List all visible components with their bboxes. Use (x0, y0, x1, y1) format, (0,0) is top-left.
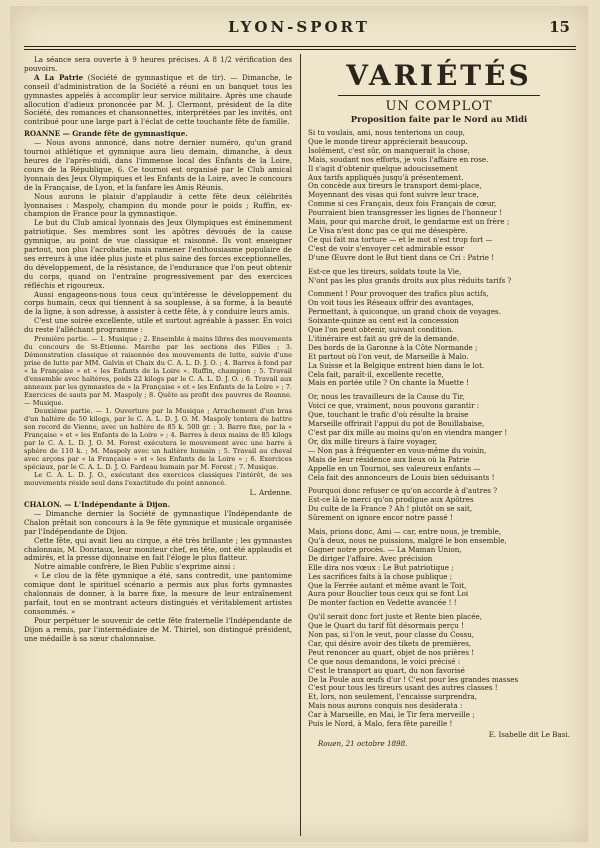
poem-line: Des bords de la Garonne à la Côte Normande ; (308, 342, 478, 352)
poem-title: UN COMPLOT (385, 99, 493, 114)
program-part-3: Le C. A. L. D. J. O., exécutant des exercices classiques l'intérêt, de ses mouvements réside seul dans l'exactitude du point annoncé. (24, 471, 292, 488)
poem-line: De la Poule aux œufs d'or ! C'est pour les grandes masses (308, 674, 519, 684)
poem-line: Soixante-quinze au cent est la concession (308, 316, 459, 326)
poem-line: C'est de voir s'envoyer cet admirable essor (308, 243, 465, 253)
poem-line: Qu'à deux, nous ne puissions, malgré le bon ensemble, (308, 535, 507, 545)
patrie-heading: A La Patrie (34, 72, 84, 82)
roanne-paragraph: C'est une soirée excellente, utile et surtout agréable à passer. En voici du reste l'alléchant programme : (24, 316, 292, 335)
poem-line: Il s'agit d'obtenir quelque adoucissement (308, 163, 458, 173)
poem-line: Mais, pour qui marche droit, le gendarme est un frère ; (308, 217, 510, 227)
patrie-paragraph (24, 74, 292, 127)
poem-line: Non pas, si l'on le veut, pour classe du Cossu, (308, 630, 475, 640)
roanne-heading: ROANNE — Grande fête de gymnastique. (24, 129, 188, 139)
right-column (308, 56, 570, 838)
program-signature: L. Ardenne. (249, 488, 292, 498)
poem-line: De diriger l'affaire. Avec précision (308, 553, 433, 563)
poem-line: Car à Marseille, en Mai, le Tir fera merveille ; (308, 710, 475, 720)
poem-line: Voici ce que, vraiment, nous pouvons garantir : (308, 401, 480, 411)
poem-line: N'ont pas les plus grands droits aux plus réduits tarifs ? (308, 275, 512, 285)
poem-line: Qu'il serait donc fort juste et Rente bien placée, (308, 612, 483, 622)
chalon-paragraph: Pour perpétuer le souvenir de cette fête fraternelle l'Indépendante de Dijon a remis, par l'intermédiaire de M. Thiriel, son distingué président, une médaille à sa sœur chalonnaise. (24, 615, 292, 643)
poem-line: Si tu voulais, ami, nous tenterions un coup, (308, 128, 465, 137)
poem-dateline: Rouen, 21 octobre 1898. (318, 738, 408, 748)
poem-line: Elle dira nos vœux : Le But patriotique ; (308, 562, 454, 572)
poem-line: Et partout où l'on veut, de Marseille à Malo. (308, 351, 469, 361)
poem-line: Moyennant des visas qui font suivre leur trace, (308, 190, 479, 200)
poem-line: C'est par dix mille au moins qu'on en viendra manger ! (308, 428, 508, 437)
poem-line: Marseille offrirait l'appui du pot de Bouillabaise, (308, 419, 485, 429)
poem-line: Que le monde tireur apprécierait beaucoup. (308, 136, 468, 146)
poem-line: L'itinéraire est fait au gré de la demande. (308, 333, 460, 343)
poem-line: Cela fait, paraît-il, excellente recette, (308, 369, 444, 379)
poem-line: Pourquoi donc refuser ce qu'on accorde à d'autres ? (308, 486, 498, 496)
poem-line: Mais de leur résidence aux lieux où la Patrie (308, 454, 470, 464)
intro-text: La séance sera ouverte à 9 heures précises. A 8 1/2 vérification des pouvoirs. (24, 56, 292, 73)
program-part-2: Deuxième partie. — 1. Ouverture par la Musique ; Arrachement d'un bras d'un haltère de 50 kilogs, par le C. A. L. D. J. O. M. Maspoly tentera de battre son record de Vienne, avec un haltère de 85 k. 500 gr. ; 3. Barre fixe, par la « Française » et « les Enfants de la Loire » ; 4. Barres à deux mains de 85 kilogs par le C. A. L. D. J. O. M. Forest exécutera le mouvement avec une barre à sphère de 110 k. ; M. Maspoly avec un haltère humain ; 5. Travail au cheval avec arçons par « la Française » et « les Enfants de la Loire » ; 6. Exercices spéciaux, par le C. A. L. D. J. O. Fardeau humain par M. Forest ; 7. Musique. (24, 407, 292, 472)
poem-line: Mais nous aurons conquis nos desiderata : (308, 701, 463, 711)
poem-line: Cela fait des annonceurs de Louis bien séduisants ! (308, 472, 495, 482)
poem-subtitle: Proposition faite par le Nord au Midi (350, 115, 528, 125)
poem-line: Ce que nous demandons, le voici précisé : (308, 656, 461, 666)
poem-line: C'est pour tous les tireurs usant des autres classes ! (308, 683, 498, 693)
poem-line: C'est le transport au quart, du non favorisé (308, 665, 465, 675)
poem-signature: E. Isabelle dit Le Basi. (488, 730, 570, 739)
poem-stanza (308, 613, 570, 729)
poem-line: Mais en portée utile ? On chante la Muette ! (308, 378, 469, 388)
column-divider (300, 54, 301, 836)
poem-line: — Non pas à fréquenter en vous-même du voisin, (308, 445, 487, 455)
roanne-paragraph: Nous aurons le plaisir d'applaudir à cette fête deux célébrités lyonnaises : Maspoly, champion du monde pour le poids ; Ruffin, ex-champion de France pour la gymnastique. (24, 191, 292, 219)
roanne-paragraph: — Nous avons annoncé, dans notre dernier numéro, qu'un grand tournoi athlétique et gymnique aura lieu demain, dimanche, à deux heures de l'après-midi, dans l'immense local des Enfants de la Loire, cours de la République, 6. Ce tournoi est organisé par le Club amical lyonnais des Jeux Olympiques et les Enfants de la Loire, avec le concours de la Française, de Lyon, et la fanfare les Amis Réunis. (24, 138, 292, 192)
poem-line: Le Visa n'est donc pas ce qui me désespère. (308, 225, 468, 235)
poem-line: Mais, prions donc, Ami — car, entre nous, je tremble, (308, 527, 502, 537)
program-part-1: Première partie. — 1. Musique ; 2. Ensemble à mains libres des mouvements du concours de St-Étienne. Marche par les sections des Filles ; 3. Démonstration classique et raisonnée des mouvements de lutte, suivie d'une prise de lutte par MM. Galvin et Chaix du C. A. L. D. J. O. ; 4. Barres à fond par « la Française » et « les Enfants de la Loire ». Ruffin, champion ; 5. Travail d'ensemble avec haltères, poids 22 kilogs par le C. A. L. D. J. O. ; 6. Travail aux anneaux par les gymnastes de « la Française » et « les Enfants de la Loire » ; 7. Exercices de sauts par M. Maspoly ; 8. Quête au profit des pauvres de Roanne. — Musique. (24, 335, 292, 408)
roanne-paragraph: Aussi engageons-nous tous ceux qu'intéresse le développement du corps humain, ceux qui tiennent à sa souplesse, à sa forme, à la beauté de la ligne, à son adresse, à assister à cette fête, à y conduire leurs amis. (24, 289, 292, 317)
poem-stanza (308, 393, 570, 482)
poem-line: Est-ce que les tireurs, soldats toute la Vie, (308, 266, 462, 276)
poem-stanza (308, 528, 570, 608)
poem-line: Aura pour Bouclier tous ceux qui se font Loi (308, 589, 469, 599)
left-column (24, 56, 292, 838)
poem-line: La Suisse et la Belgique entrent bien dans le lot. (308, 360, 485, 370)
poem-line: Or, nous les travailleurs de la Cause du Tir, (308, 392, 465, 402)
poem-line: Comment ! Pour provoquer des trafics plus actifs, (308, 289, 489, 299)
poem-line: D'une Œuvre dont le But tient dans ce Cri : Patrie ! (308, 252, 495, 262)
poem-stanza (308, 268, 570, 286)
poem-line: Isolément, c'est sûr, on manquerait la chose, (308, 145, 470, 155)
poem-line: Gagner notre procès. — La Maman Union, (308, 544, 462, 554)
poem-line: On voit tous les Réseaux offrir des avantages, (308, 298, 474, 308)
poem-line: Puis le Nord, à Malo, fera fête pareille ! (308, 719, 453, 729)
patrie-text: (Société de gymnastique et de tir). — Dimanche, le conseil d'administration de la Société a réuni en un banquet tous les gymnastes appelés à accomplir leur service militaire. Après une chaude allocution d'adieux prononcée par M. J. Clermont, président de la dite Société, des romances et chansonnettes, interprétées par les invités, ont contribué pour une large part à l'éclat de cette touchante fête de famille. (24, 72, 292, 127)
poem-line: Peut renoncer au quart, objet de nos prières ! (308, 647, 475, 657)
poem-line: Permettant, à quiconque, un grand choix de voyages. (308, 307, 501, 317)
poem-line: Sûrement on ignore encor notre passé ! (308, 513, 453, 523)
poem-line: Appelle en un Tournoi, ses valeureux enfants — (308, 463, 481, 473)
chalon-heading: CHALON. — L'Indépendante à Dijon. (24, 500, 171, 509)
roanne-paragraph: Le but du Club amical lyonnais des Jeux Olympiques est éminemment patriotique. Ses membres sont les apôtres dévoués de la cause gymnique, au point de vue classique et raisonné. Ils vont enseigner partout, non plus l'acrobatie, mais ramener l'enthousiasme populaire de ses erreurs à une idée plus juste et plus saine des forces exceptionnelles, du développement, de la résistance, de l'endurance que l'on peut obtenir du corps, quand on l'entraîne progressivement par des exercices réfléchis et rigoureux. (24, 218, 292, 290)
poem-line: Du culte de la France ? Ah ! plutôt on se sait, (308, 504, 473, 514)
chalon-paragraph: — Dimanche dernier la Société de gymnastique l'Indépendante de Chalon prêtait son concours à la 9e fête gymnique et musicale organisée par l'Indépendante de Dijon. (24, 508, 292, 536)
poem-line: Comme si ces Français, deux fois Français de cœur, (308, 199, 497, 209)
poem-line: Les sacrifices faits à la chose publique ; (308, 571, 453, 581)
header-rule (24, 46, 576, 47)
poem-line: Ce qui fait ma torture — et le mot n'est trop fort — (308, 234, 493, 244)
poem-line: Que, touchant le trafic d'où résulte la braise (308, 410, 469, 420)
poem-line: Est-ce là le merci qu'on prodigue aux Apôtres (308, 495, 474, 505)
poem-line: Aux tarifs appliqués jusqu'à présentement. (308, 172, 464, 182)
poem-line: Que le Quart du tarif fût désormais perçu ! (308, 621, 464, 631)
title-rule (338, 95, 540, 96)
poem-line: Or, dix mille tireurs à faire voyager, (308, 436, 437, 446)
poem-line: Et, lors, non seulement, l'encaisse surprendra, (308, 692, 478, 702)
masthead-title: LYON-SPORT (228, 18, 370, 36)
poem-line: Pourraient bien transgresser les lignes de l'honneur ! (308, 208, 503, 218)
chalon-paragraph: « Le clou de la fête gymnique a été, sans contredit, une pantomime comique dont le spirituel scénario a permis aux plus forts gymnastes chalonnais de donner, à la barre fixe, la mesure de leur entraînement parfait, tout en se montrant acteurs distingués et véritablement artistes consommés. » (24, 571, 292, 616)
poem-body (308, 129, 570, 729)
newspaper-page (10, 6, 588, 842)
page-number: 15 (549, 18, 570, 36)
poem-line: Que la Ferrée autant et même avant le Toit, (308, 580, 467, 590)
poem-line: Que l'on peut obtenir, suivant condition. (308, 325, 454, 335)
chalon-paragraph: Notre aimable confrère, le Bien Public s'exprime ainsi : (34, 562, 235, 572)
chalon-paragraph: Cette fête, qui avait lieu au cirque, a été très brillante ; les gymnastes chalonnais, M. Donriaux, leur moniteur chef, en tête, ont été applaudis et admirés, et la presse dijonnaise en fait l'éloge le plus flatteur. (24, 535, 292, 563)
poem-stanza (308, 487, 570, 523)
poem-line: On concède aux tireurs le transport demi-place, (308, 181, 482, 191)
poem-line: Car, qui désire avoir des tikets de premières, (308, 638, 472, 648)
section-title: VARIÉTÉS (346, 59, 532, 92)
poem-stanza (308, 129, 570, 263)
poem-stanza (308, 290, 570, 388)
header-rule-2 (24, 49, 576, 50)
poem-line: De monter faction en Vedette avancée ! ! (308, 598, 457, 608)
poem-line: Mais, soudant nos efforts, je vois l'affaire en rose. (308, 154, 489, 164)
